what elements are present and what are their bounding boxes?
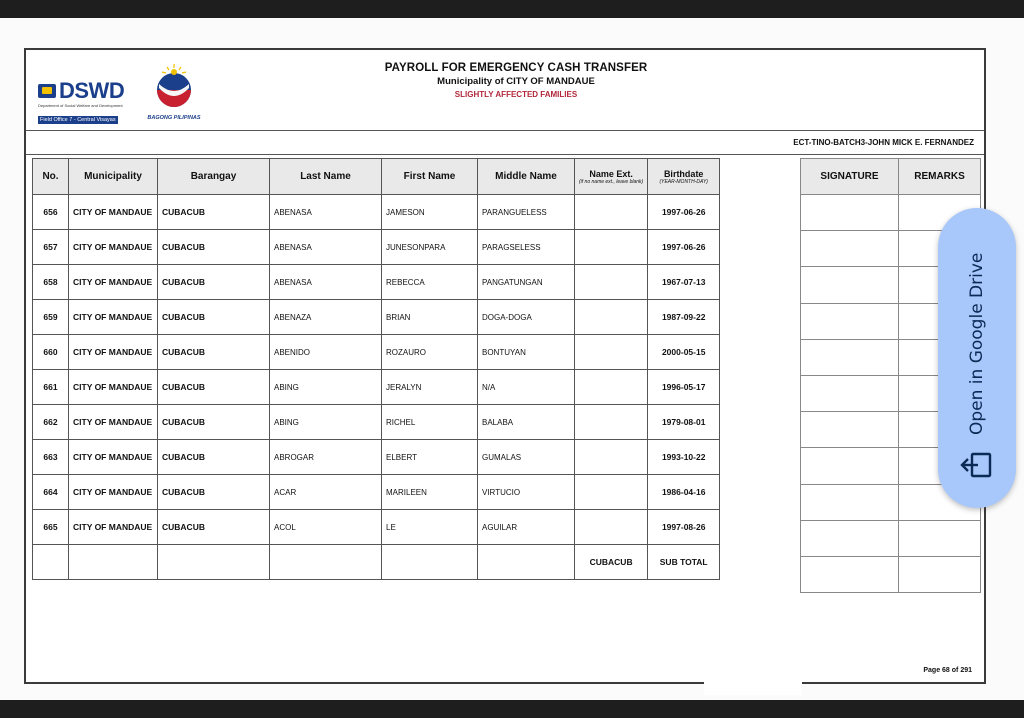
- row-last-name: ACOL: [270, 510, 382, 545]
- row-last-name: ABING: [270, 405, 382, 440]
- remarks-cell: [899, 520, 981, 556]
- row-municipality: CITY OF MANDAUE: [69, 370, 158, 405]
- row-number: 664: [33, 475, 69, 510]
- form-title: PAYROLL FOR EMERGENCY CASH TRANSFER: [384, 62, 648, 74]
- table-row: [33, 265, 720, 300]
- viewer-top-bar: [0, 0, 1024, 18]
- row-municipality: CITY OF MANDAUE: [69, 335, 158, 370]
- viewer-bottom-bar: [0, 700, 1024, 718]
- table-row: [33, 230, 720, 265]
- row-middle-name: BONTUYAN: [478, 335, 575, 370]
- row-name-ext: [575, 335, 648, 370]
- row-last-name: ABROGAR: [270, 440, 382, 475]
- row-barangay: CUBACUB: [158, 370, 270, 405]
- row-middle-name: VIRTUCIO: [478, 475, 575, 510]
- table-row: [33, 370, 720, 405]
- row-middle-name: BALABA: [478, 405, 575, 440]
- header-divider: [26, 130, 984, 131]
- row-number: 659: [33, 300, 69, 335]
- row-first-name: JAMESON: [382, 195, 478, 230]
- bagong-pilipinas-label: BAGONG PILIPINAS: [147, 115, 201, 121]
- table-row: [33, 405, 720, 440]
- row-name-ext: [575, 510, 648, 545]
- row-municipality: CITY OF MANDAUE: [69, 405, 158, 440]
- row-barangay: CUBACUB: [158, 230, 270, 265]
- row-barangay: CUBACUB: [158, 300, 270, 335]
- subtotal-empty-cell: [158, 545, 270, 580]
- row-first-name: JUNESONPARA: [382, 230, 478, 265]
- table-row: [33, 300, 720, 335]
- row-birthdate: 1967-07-13: [648, 265, 720, 300]
- subtotal-label: SUB TOTAL: [648, 545, 720, 580]
- dswd-wordmark: DSWD: [59, 78, 125, 103]
- row-first-name: ROZAURO: [382, 335, 478, 370]
- col-middle-name: Middle Name: [478, 159, 575, 195]
- payroll-table: [32, 158, 720, 580]
- row-number: 656: [33, 195, 69, 230]
- signature-cell: [801, 375, 899, 411]
- row-name-ext: [575, 370, 648, 405]
- col-signature: SIGNATURE: [801, 159, 899, 195]
- row-number: 663: [33, 440, 69, 475]
- row-barangay: CUBACUB: [158, 440, 270, 475]
- row-first-name: JERALYN: [382, 370, 478, 405]
- row-last-name: ABENAZA: [270, 300, 382, 335]
- row-first-name: ELBERT: [382, 440, 478, 475]
- row-barangay: CUBACUB: [158, 195, 270, 230]
- col-birthdate-label: Birthdate: [663, 168, 704, 179]
- row-middle-name: N/A: [478, 370, 575, 405]
- row-middle-name: AGUILAR: [478, 510, 575, 545]
- row-birthdate: 1997-08-26: [648, 510, 720, 545]
- batch-reference: ECT-TINO-BATCH3-JOHN MICK E. FERNANDEZ: [793, 138, 974, 147]
- table-row: [33, 335, 720, 370]
- col-no: No.: [33, 159, 69, 195]
- row-first-name: LE: [382, 510, 478, 545]
- signature-row: [801, 556, 981, 592]
- open-in-google-drive-button[interactable]: [938, 208, 1016, 508]
- row-last-name: ACAR: [270, 475, 382, 510]
- page-number: Page 68 of 291: [923, 667, 972, 674]
- signature-cell: [801, 412, 899, 448]
- signature-cell: [801, 267, 899, 303]
- row-number: 661: [33, 370, 69, 405]
- table-row: [33, 510, 720, 545]
- row-last-name: ABENASA: [270, 230, 382, 265]
- dswd-field-office: Field Office 7 - Central Visayas: [40, 117, 116, 123]
- subtotal-empty-cell: [270, 545, 382, 580]
- row-name-ext: [575, 300, 648, 335]
- open-external-icon: [960, 450, 994, 480]
- bagong-pilipinas-logo: [144, 64, 204, 121]
- row-middle-name: DOGA-DOGA: [478, 300, 575, 335]
- row-birthdate: 1986-04-16: [648, 475, 720, 510]
- row-municipality: CITY OF MANDAUE: [69, 230, 158, 265]
- subtotal-barangay: CUBACUB: [575, 545, 648, 580]
- table-header-row: [33, 159, 720, 195]
- subtotal-empty-cell: [478, 545, 575, 580]
- subtotal-empty-cell: [33, 545, 69, 580]
- dswd-logo: [38, 80, 134, 126]
- signature-cell: [801, 520, 899, 556]
- table-row: [33, 475, 720, 510]
- open-in-google-drive-label: Open in Google Drive: [967, 252, 987, 436]
- row-municipality: CITY OF MANDAUE: [69, 440, 158, 475]
- row-barangay: CUBACUB: [158, 265, 270, 300]
- row-name-ext: [575, 440, 648, 475]
- table-row: [33, 440, 720, 475]
- row-municipality: CITY OF MANDAUE: [69, 300, 158, 335]
- signature-cell: [801, 484, 899, 520]
- row-first-name: MARILEEN: [382, 475, 478, 510]
- row-name-ext: [575, 230, 648, 265]
- row-first-name: BRIAN: [382, 300, 478, 335]
- row-birthdate: 1996-05-17: [648, 370, 720, 405]
- row-municipality: CITY OF MANDAUE: [69, 510, 158, 545]
- document-page: [0, 18, 1024, 700]
- col-first-name: First Name: [382, 159, 478, 195]
- dswd-emblem-icon: [38, 84, 56, 98]
- row-birthdate: 1987-09-22: [648, 300, 720, 335]
- col-municipality: Municipality: [69, 159, 158, 195]
- col-birthdate: [648, 159, 720, 195]
- header-divider-2: [26, 154, 984, 155]
- table-row: [33, 195, 720, 230]
- bagong-pilipinas-emblem-icon: [149, 64, 199, 108]
- signature-row: [801, 520, 981, 556]
- row-municipality: CITY OF MANDAUE: [69, 195, 158, 230]
- row-first-name: REBECCA: [382, 265, 478, 300]
- signature-cell: [801, 339, 899, 375]
- form-title-block: [326, 62, 706, 99]
- signature-cell: [801, 556, 899, 592]
- row-first-name: RICHEL: [382, 405, 478, 440]
- row-birthdate: 1997-06-26: [648, 195, 720, 230]
- signature-cell: [801, 448, 899, 484]
- row-number: 665: [33, 510, 69, 545]
- col-remarks: REMARKS: [899, 159, 981, 195]
- col-last-name: Last Name: [270, 159, 382, 195]
- row-middle-name: PARAGSELESS: [478, 230, 575, 265]
- category-label: SLIGHTLY AFFECTED FAMILIES: [454, 90, 578, 99]
- col-birthdate-hint: (YEAR-MONTH-DAY): [659, 178, 708, 185]
- row-last-name: ABENASA: [270, 265, 382, 300]
- municipality-line: Municipality of CITY OF MANDAUE: [437, 76, 595, 87]
- blank-margin: [704, 605, 802, 695]
- payroll-form: [24, 48, 986, 684]
- row-middle-name: PANGATUNGAN: [478, 265, 575, 300]
- col-name-ext-hint: (if no name ext., leave blank): [579, 178, 644, 185]
- dswd-full-name: Department of Social Welfare and Development: [38, 103, 123, 108]
- signature-cell: [801, 195, 899, 231]
- row-municipality: CITY OF MANDAUE: [69, 265, 158, 300]
- row-name-ext: [575, 195, 648, 230]
- row-municipality: CITY OF MANDAUE: [69, 475, 158, 510]
- row-name-ext: [575, 265, 648, 300]
- row-number: 658: [33, 265, 69, 300]
- col-name-ext-label: Name Ext.: [589, 168, 633, 179]
- row-number: 660: [33, 335, 69, 370]
- row-birthdate: 1993-10-22: [648, 440, 720, 475]
- row-barangay: CUBACUB: [158, 405, 270, 440]
- row-barangay: CUBACUB: [158, 475, 270, 510]
- col-barangay: Barangay: [158, 159, 270, 195]
- signature-cell: [801, 303, 899, 339]
- row-name-ext: [575, 405, 648, 440]
- subtotal-empty-cell: [382, 545, 478, 580]
- row-birthdate: 2000-05-15: [648, 335, 720, 370]
- subtotal-empty-cell: [69, 545, 158, 580]
- row-middle-name: GUMALAS: [478, 440, 575, 475]
- signature-cell: [801, 231, 899, 267]
- row-birthdate: 1979-08-01: [648, 405, 720, 440]
- row-birthdate: 1997-06-26: [648, 230, 720, 265]
- row-middle-name: PARANGUELESS: [478, 195, 575, 230]
- row-name-ext: [575, 475, 648, 510]
- col-name-ext: [575, 159, 648, 195]
- row-number: 657: [33, 230, 69, 265]
- subtotal-row: [33, 545, 720, 580]
- row-last-name: ABENIDO: [270, 335, 382, 370]
- row-last-name: ABENASA: [270, 195, 382, 230]
- row-number: 662: [33, 405, 69, 440]
- row-barangay: CUBACUB: [158, 335, 270, 370]
- row-last-name: ABING: [270, 370, 382, 405]
- remarks-cell: [899, 556, 981, 592]
- row-barangay: CUBACUB: [158, 510, 270, 545]
